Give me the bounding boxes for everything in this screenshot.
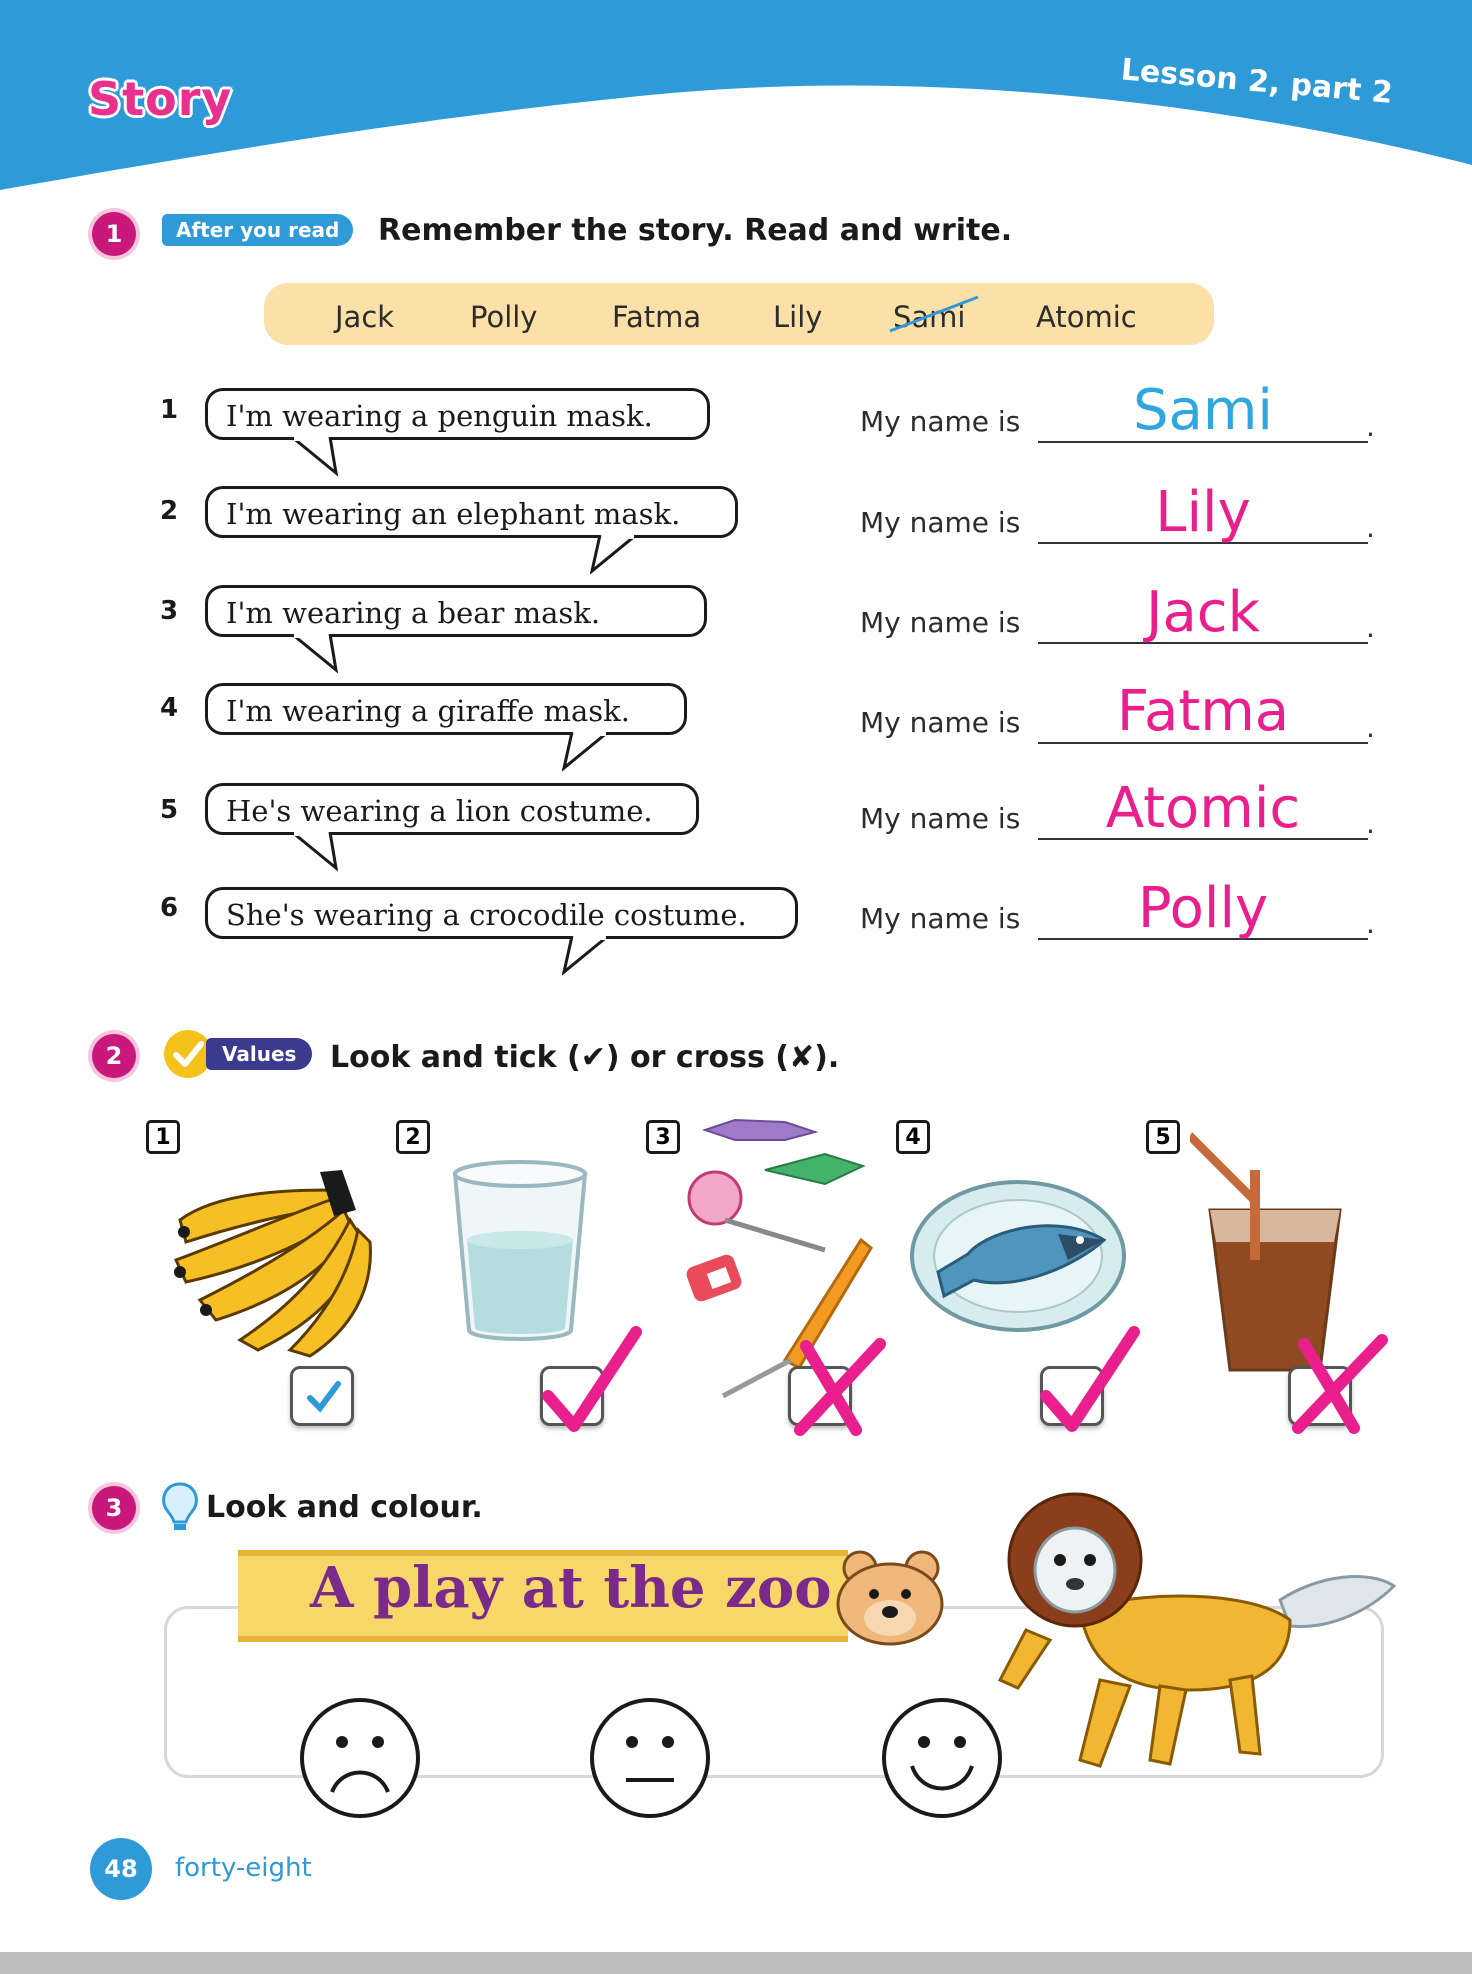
exercise-1-instruction: Remember the story. Read and write. [378, 213, 1013, 248]
picture-number: 1 [146, 1120, 180, 1154]
my-name-prompt: My name is [860, 902, 1021, 935]
neutral-face-icon[interactable] [588, 1696, 712, 1820]
row-number: 1 [160, 395, 179, 425]
sad-face-icon[interactable] [298, 1696, 422, 1820]
values-check-icon [164, 1030, 212, 1078]
period: . [1366, 410, 1375, 443]
bubble-tail [290, 437, 350, 477]
page-number: 48 [90, 1838, 152, 1900]
my-name-prompt: My name is [860, 405, 1021, 438]
speech-bubble: I'm wearing an elephant mask. [205, 486, 738, 538]
name-option-crossed: Sami [893, 300, 966, 334]
cross-icon [786, 1336, 896, 1436]
speech-bubble: I'm wearing a penguin mask. [205, 388, 710, 440]
row-number: 3 [160, 596, 179, 626]
name-option: Fatma [612, 300, 702, 334]
my-name-prompt: My name is [860, 606, 1021, 639]
page-number-words: forty-eight [175, 1853, 312, 1883]
period: . [1366, 907, 1375, 940]
name-option: Lily [773, 300, 823, 334]
exercise-1-number: 1 [92, 212, 136, 256]
bubble-tail [562, 936, 622, 976]
bubble-tail [290, 634, 350, 674]
speech-bubble: He's wearing a lion costume. [205, 783, 699, 835]
tick-icon [302, 1374, 346, 1418]
name-option: Polly [470, 300, 538, 334]
my-name-prompt: My name is [860, 802, 1021, 835]
period: . [1366, 711, 1375, 744]
lesson-label: Lesson 2, part 2 [1119, 52, 1394, 111]
bear-mask-picture [830, 1548, 950, 1648]
lion-costume-picture [990, 1490, 1400, 1780]
after-you-read-tag: After you read [162, 214, 353, 246]
row-number: 5 [160, 795, 179, 825]
bananas-picture [160, 1150, 380, 1360]
row-number: 4 [160, 693, 179, 723]
speech-bubble: I'm wearing a bear mask. [205, 585, 707, 637]
exercise-2-number: 2 [92, 1034, 136, 1078]
values-tag: Values [206, 1038, 312, 1070]
happy-face-icon[interactable] [880, 1696, 1004, 1820]
answer-example: Sami [1133, 378, 1273, 443]
lightbulb-icon [160, 1480, 200, 1534]
period: . [1366, 611, 1375, 644]
tick-icon [536, 1326, 646, 1436]
bubble-tail [590, 535, 650, 575]
period: . [1366, 807, 1375, 840]
answer-handwritten: Lily [1155, 480, 1251, 545]
row-number: 6 [160, 893, 179, 923]
section-title: Story [88, 72, 233, 126]
speech-bubble: I'm wearing a giraffe mask. [205, 683, 687, 735]
my-name-prompt: My name is [860, 706, 1021, 739]
exercise-3-instruction: Look and colour. [206, 1490, 483, 1525]
row-number: 2 [160, 496, 179, 526]
bubble-tail [290, 832, 350, 872]
strike-through-mark [886, 289, 982, 337]
tick-icon [1034, 1326, 1144, 1436]
answer-handwritten: Fatma [1116, 679, 1290, 744]
bubble-tail [562, 732, 622, 772]
name-option: Jack [335, 300, 395, 334]
my-name-prompt: My name is [860, 506, 1021, 539]
exercise-2-instruction: Look and tick (✔) or cross (✘). [330, 1040, 840, 1075]
page-edge-shadow [0, 1952, 1472, 1974]
picture-number: 4 [896, 1120, 930, 1154]
name-option: Atomic [1036, 300, 1137, 334]
speech-bubble: She's wearing a crocodile costume. [205, 887, 798, 939]
fish-on-plate-picture [908, 1172, 1128, 1332]
banner-title: A play at the zoo [310, 1555, 832, 1621]
answer-handwritten: Polly [1137, 876, 1269, 941]
picture-number: 5 [1146, 1120, 1180, 1154]
picture-number: 3 [646, 1120, 680, 1154]
exercise-3-number: 3 [92, 1486, 136, 1530]
picture-number: 2 [396, 1120, 430, 1154]
period: . [1366, 511, 1375, 544]
answer-handwritten: Atomic [1105, 776, 1301, 841]
glass-of-water-picture [445, 1160, 595, 1350]
cross-icon [1284, 1334, 1394, 1434]
answer-handwritten: Jack [1145, 580, 1261, 645]
